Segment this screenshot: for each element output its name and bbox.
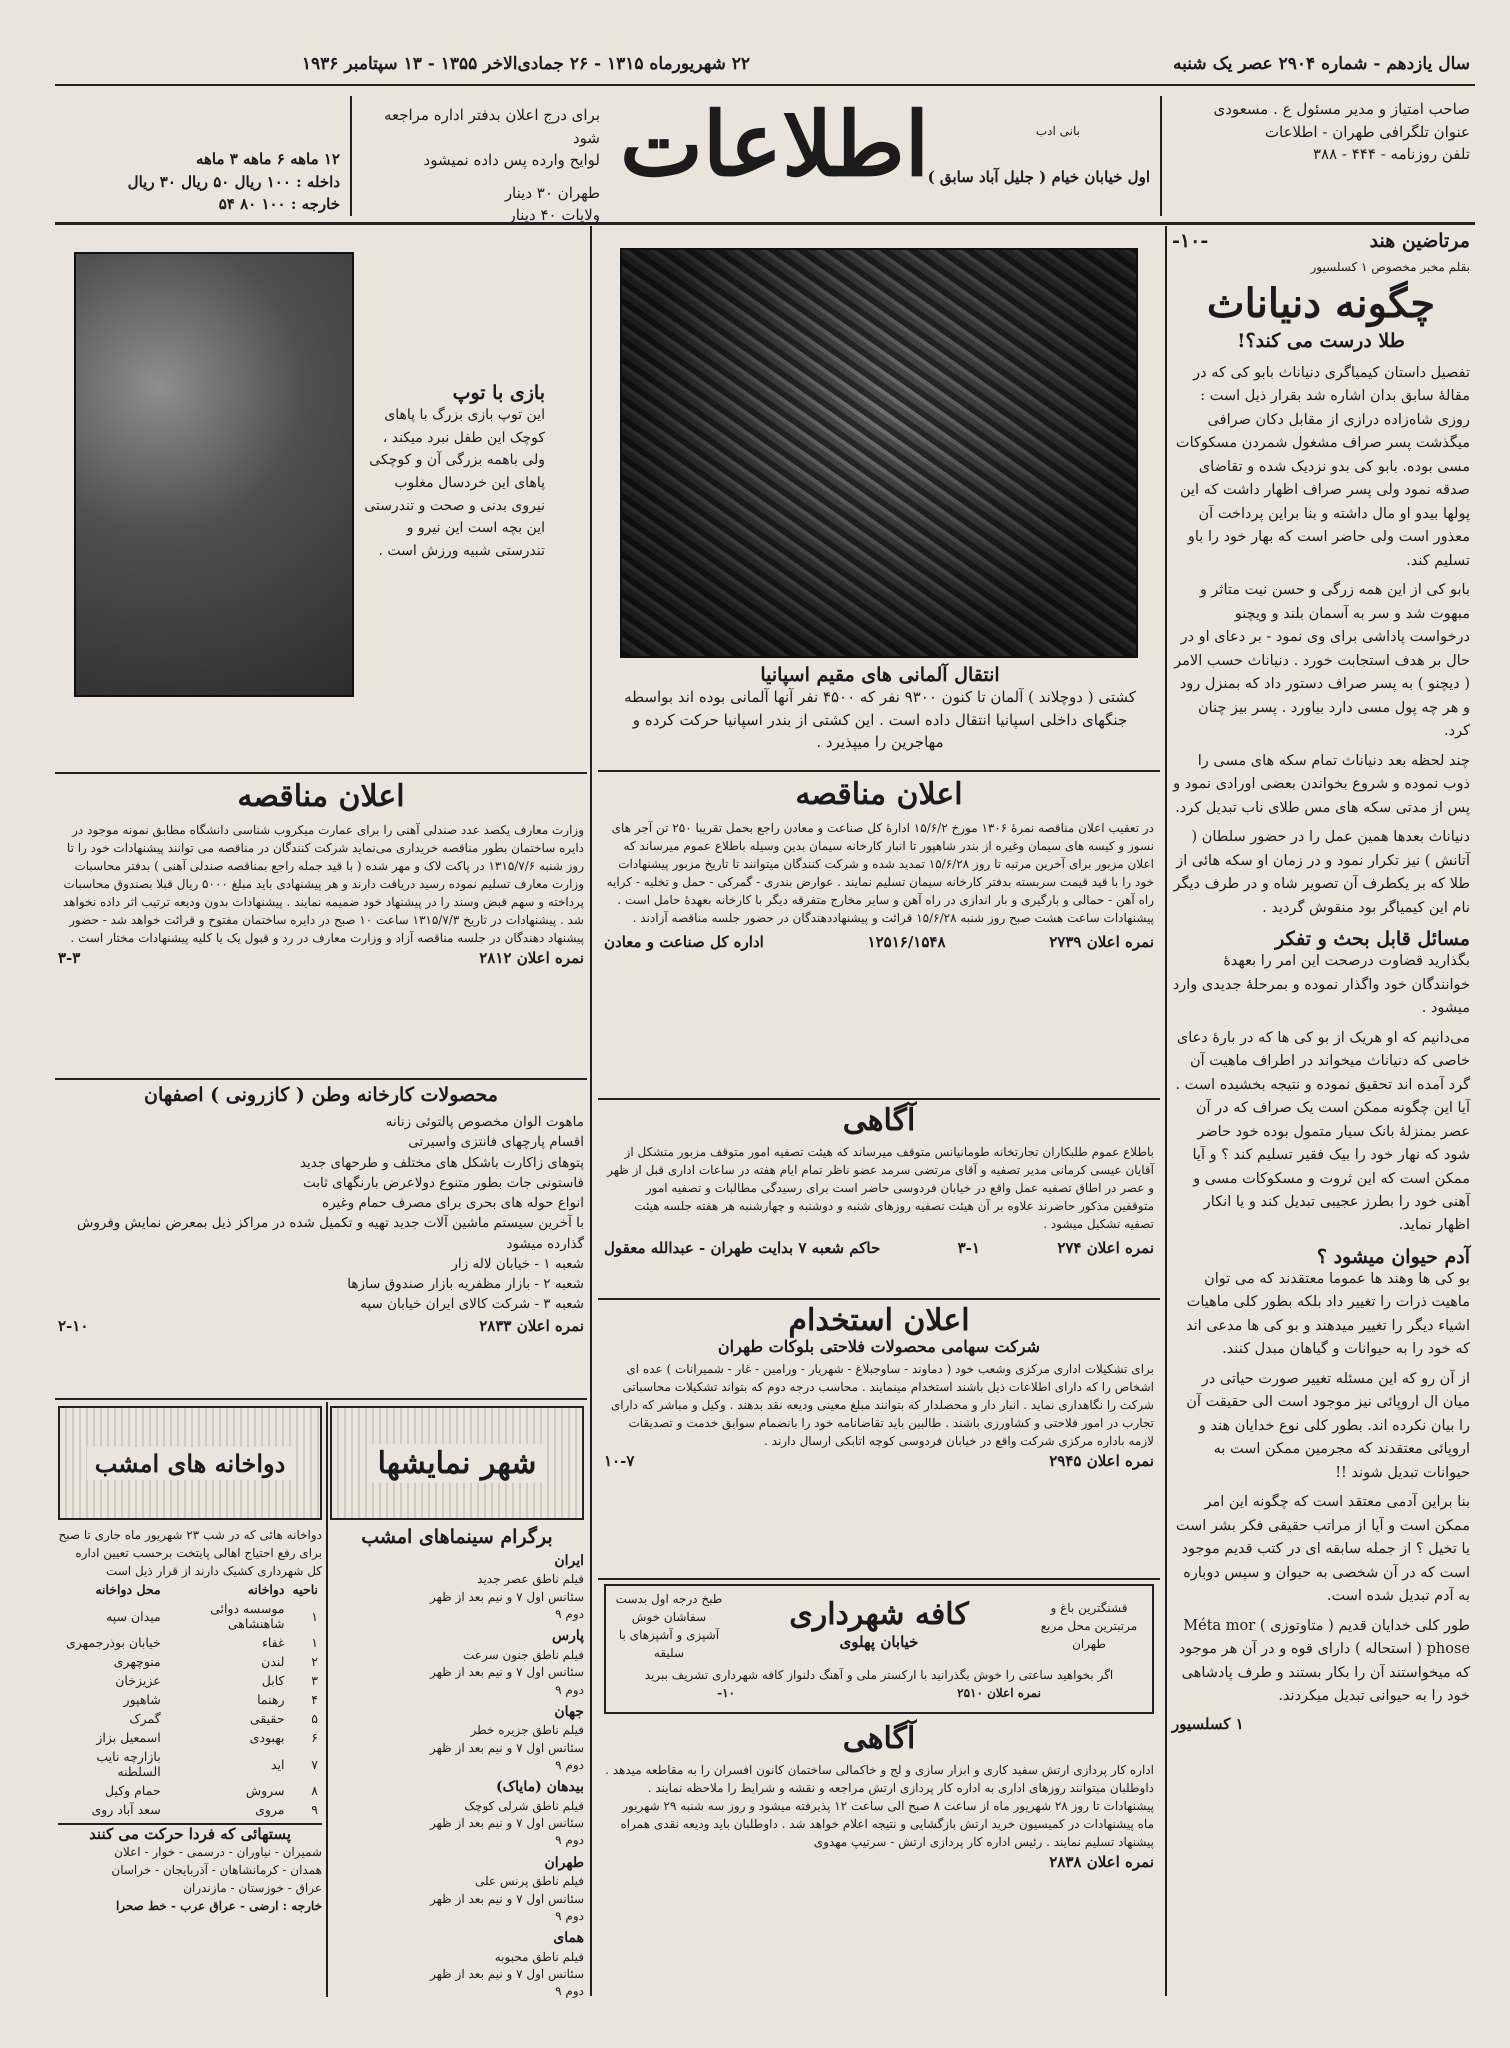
left-rule-1 — [55, 772, 587, 774]
cinema-s1: سئانس اول ۷ و نیم بعد از ظهر — [430, 1665, 584, 1680]
cinema-program-title: برگرام سینماهای امشب — [361, 1526, 553, 1548]
products-ad — [58, 1084, 584, 1384]
product-item: پتوهای زاکارت باشکل های مختلف و طرحهای جدید — [299, 1154, 584, 1171]
pharmacy-cell-n: ۷ — [311, 1756, 318, 1772]
tender-left-text: وزارت معارف یکصد عدد صندلی آهنی را برای عمارت میکروب شناسی دانشگاه مطابق نمونه موجود در دایره ساختمان بطور مناقصه خریداری می‌نماید شرکت کنندگان در مناقصه می توانند پیشنهادات خود را تا روز شنبه ۱۳۱۵/۷/۶ در پاکت لاک و مهر شده ( با قید جمله راجع بمناقصه صندلی آهنی ) بدفتر محاسبات وزارت معارف تسلیم نموده رسید دریافت دارند و هر پیشنهادی باید مبلغ ۵۰۰۰ ریال قبلا بصندوق محاسبات پرداخته و سهم قبض وسند را در پیشنهاد خود ضمیمه نمایند . پیشنهادات بدون ودیعه ترتیب اثر داده نخواهد شد . پیشنهادات در تاریخ ۱۳۱۵/۷/۳ ساعت ۱۰ صبح در دایره ساختمان مفتوح و قرائت خواهد شد - حضور پیشنهاد دهندگان در جلسه مناقصه آزاد و وزارت معارف در رد و قبول یک یا کلیه پیشنهادات مختار است . — [62, 823, 584, 945]
table-row — [58, 1690, 322, 1709]
cinema-list — [330, 1551, 584, 2001]
pharmacy-cell-n: ۳ — [311, 1673, 318, 1688]
article-paragraph: تفصیل داستان کیمیاگری دنیاناث بابو کی که در مقالهٔ سابق بدان اشاره شد بقرار ذیل است : روزی شاه‌زاده درازی از مقابل دکان صرافی میگذشت پسر صراف مشغول شمردن مسکوکات مسی بوده. بابو کی بدو نزدیک شده و تقاضای صدقه نمود ولی پسر صراف اظهار داشت که این پولها بیدو او مال داشته و بنا براین پرداخت آن معذور است ولی حاضر است که بهار خود را باو تسلیم کند. — [1175, 365, 1470, 569]
cinema-s2: دوم ۹ — [555, 1984, 584, 1999]
article-signature: ۱ کسلسیور — [1172, 1714, 1244, 1733]
child-caption — [360, 382, 545, 563]
pharmacy-cell-n: ۶ — [311, 1730, 318, 1745]
cafe-left-note: طبخ درجه اول بدست سفاشان خوش آشپزی و آشپزهای با سلیقه — [615, 1592, 723, 1660]
pharmacy-cell-name: کابل — [261, 1673, 285, 1688]
post-title: پستهائی که فردا حرکت می کنند — [89, 1825, 291, 1843]
cinema-banner — [330, 1406, 584, 1520]
table-row — [58, 1728, 322, 1747]
cinema-s1: سئانس اول ۷ و نیم بعد از ظهر — [430, 1967, 584, 1982]
article-subheading: آدم حیوان میشود ؟ — [1316, 1245, 1470, 1268]
telegraph-line: عنوان تلگرافی طهران - اطلاعات — [1264, 122, 1470, 141]
masthead-title: اطلاعات — [620, 92, 930, 196]
cinema-banner-text: شهر نمایشها — [370, 1444, 545, 1483]
product-item: فاستونی جات بطور متنوع دولاعرض بارنگهای ثابت — [302, 1174, 584, 1191]
tender-ref: نمره اعلان ۲۷۳۹ — [1049, 933, 1154, 951]
price-provinces: ولایات ۴۰ دینار — [508, 206, 600, 224]
notice2-title: آگاهی — [842, 1721, 916, 1756]
notice-signature: حاکم شعبه ۷ بدایت طهران - عبدالله معقول — [604, 1239, 881, 1257]
pharmacy-cell-place: عزیزخان — [115, 1673, 161, 1688]
pharmacy-cell-name: اید — [270, 1756, 285, 1772]
cinema-name: ایران — [554, 1553, 584, 1569]
table-row — [58, 1747, 322, 1781]
child-caption-text: این توپ بازی بزرگ با پاهای کوچک این طفل نبرد میکند ، ولی باهمه بزرگی آن و کوچکی پاهای این خردسال مغلوب نیروی بدنی و صحت و تندرستی این بچه است این نیرو و تندرستی شبیه ورزش است . — [364, 407, 545, 560]
bottom-left-divider — [326, 1402, 328, 1997]
post-line: همدان - کرمانشاهان - آذربایجان - خراسان — [111, 1863, 322, 1877]
cinema-section — [330, 1406, 584, 2001]
cinema-s2: دوم ۹ — [555, 1607, 584, 1622]
pharmacy-cell-n: ۸ — [311, 1783, 318, 1798]
column-divider-left — [590, 226, 592, 1996]
pharmacy-cell-name: سروش — [245, 1783, 285, 1798]
pharmacy-cell-place: حمام وکیل — [104, 1783, 161, 1798]
cinema-s2: دوم ۹ — [555, 1758, 584, 1773]
masthead-divider-left — [350, 96, 352, 216]
child-caption-title: بازی با توپ — [452, 382, 545, 404]
notice-title: آگاهی — [842, 1103, 916, 1138]
table-row — [58, 1671, 322, 1690]
pharmacy-cell-place: اسمعیل بزاز — [96, 1730, 161, 1745]
product-item: شعبه ۱ - خیابان لاله زار — [451, 1255, 584, 1272]
notice-ref: نمره اعلان ۲۷۴ — [1057, 1239, 1154, 1257]
pharmacy-section — [58, 1406, 322, 1915]
cinema-name: همای — [553, 1930, 584, 1947]
article-subtitle: طلا درست می کند؟! — [1237, 330, 1405, 352]
products-count: ۲-۱۰ — [58, 1316, 89, 1335]
article-subheading: مسائل قابل بحث و تفکر — [1275, 928, 1470, 951]
pharmacy-cell-name: بهبودی — [249, 1730, 285, 1745]
article-paragraph: می‌دانیم که او هریک از بو کی ها که در بارهٔ دعای خاصی که دنیاناث میخواند در اطراف ماهیت آن گرد آمده اند تحقیق نموده و نتیجه بخشیده است . آیا این چگونه ممکن است یک صراف که در آن عصر بمنزلهٔ بانک سیار متمول بوده خود حاضر شود که نهار خود را بیک فقیر تسلیم کند ؟ و آیا ممکن است که این ثروت و مسکوکات مسی و آهنی خود را بطرز عجیبی تبدیل کند و یا انکار اظهار نماید. — [1175, 1029, 1470, 1234]
pharmacy-cell-n: ۵ — [311, 1711, 318, 1726]
cinema-film: فیلم ناطق جنون سرعت — [463, 1647, 584, 1662]
pharmacy-cell-name: غفاء — [261, 1635, 285, 1650]
post-line: خارجه : ارضی - عراق عرب - خط صحرا — [115, 1899, 322, 1913]
products-ref: نمره اعلان ۲۸۳۳ — [479, 1316, 584, 1335]
employment-ref: نمره اعلان ۲۹۴۵ — [1049, 1452, 1154, 1470]
cinema-film: فیلم ناطق عصر جدید — [477, 1572, 584, 1587]
pharmacy-cell-n: ۴ — [311, 1692, 318, 1707]
cafe-subtitle: خیابان پهلوی — [839, 1633, 919, 1652]
article-paragraph: بابو کی از این همه زرگی و حسن نیت متاثر و مبهوت شد و سر به آسمان بلند و ویچنو درخواست پاداشی برای وی نمود - بر دعای او در حال بر هدف استجابت خورد . دنیاناث حسب الامر ( دیچنو ) به پسر صراف دستور داد که بمنزل رود و هر چه پول مسی دارد بیاورد . پسر بیز چنان کرد. — [1174, 582, 1470, 740]
tender-left-ref: نمره اعلان ۲۸۱۲ — [479, 949, 584, 967]
center-rule-2 — [598, 1098, 1160, 1100]
pharmacy-cell-name: لندن — [261, 1654, 285, 1669]
address-line: اول خیابان خیام ( جلیل آباد سابق ) — [927, 168, 1150, 186]
notice-text: باطلاع عموم طلبکاران تجارتخانه طومانیانس متوقف میرساند که هیئت تصفیه امور متوقف مزبور متشکل از آقایان عیسی کرمانی مدیر تصفیه و آقای مرتضی سرمد عضو ناظر تمام ایام هفته در ساعات اداری قبل از ظهر و عصر در اطاق تصفیه عمل واقع در خیابان فردوسی حاضر است برای رسیدگی مطالبات و تصفیه امور متوقفین مذکور حاضرند علاوه بر آن هیئت تصفیه روزهای شنبه و دوشنبه و چهارشنبه هر هفته جلسه هیئت تصفیه تشکیل میشود . — [607, 1145, 1154, 1231]
center-rule-3 — [598, 1298, 1160, 1300]
cinema-s1: سئانس اول ۷ و نیم بعد از ظهر — [430, 1816, 584, 1831]
tender-left-count: ۳-۳ — [58, 949, 81, 967]
cinema-s1: سئانس اول ۷ و نیم بعد از ظهر — [430, 1891, 584, 1906]
table-row — [58, 1652, 322, 1671]
notice-ad — [604, 1104, 1154, 1304]
table-row — [58, 1709, 322, 1728]
ship-photo — [620, 248, 1138, 658]
pharmacy-cell-place: میدان سپه — [106, 1608, 161, 1624]
cinema-name: جهان — [554, 1703, 584, 1720]
caption-title: انتقال آلمانی های مقیم اسپانیا — [760, 664, 1000, 686]
pharmacy-cell-n: ۲ — [311, 1654, 318, 1669]
page-number: -۱۰- — [1172, 230, 1209, 252]
employment-count: ۱۰-۷ — [604, 1452, 635, 1470]
pharmacy-cell-place: خیابان بوذرجمهری — [66, 1635, 161, 1650]
left-rule-2 — [55, 1078, 587, 1080]
employment-title: اعلان استخدام — [788, 1303, 970, 1338]
tender-title: اعلان مناقصه — [795, 777, 963, 812]
date-line: ۲۲ شهریورماه ۱۳۱۵ - ۲۶ جمادی‌الاخر ۱۳۵۵ - ۱۳ سپتامبر ۱۹۳۶ — [301, 54, 750, 74]
cinema-entry — [330, 1626, 584, 1698]
pharmacy-cell-name: رهنما — [257, 1692, 285, 1707]
article-paragraph: طور کلی خدایان قدیم ( متاوتوزی ) Méta mor phose ( استحاله ) دارای قوه و در آن هر موجود که میخواستند آن را بکار بستند و طرف پادشاهی خود را به حیوانی تبدیل میکردند. — [1178, 1617, 1470, 1705]
pharmacy-cell-place: بازارچه نایب السلطنه — [96, 1749, 161, 1779]
phone-line: تلفن روزنامه - ۴۴۴ - ۳۸۸ — [1312, 145, 1470, 163]
cinema-entry — [330, 1928, 584, 2000]
subs-domestic: داخله : ۱۰۰ ریال ۵۰ ریال ۳۰ ریال — [127, 172, 340, 191]
cafe-ref: نمره اعلان ۲۵۱۰ — [957, 1686, 1041, 1700]
cinema-name: بیدهان (مایاک) — [496, 1779, 584, 1796]
pharmacy-intro: دواخانه هائی که در شب ۲۳ شهریور ماه جاری تا صبح برای رفع احتیاج اهالی پایتخت برحسب تعیین اداره کل شهرداری کشیک دارند از قرار ذیل است — [58, 1528, 322, 1578]
cinema-entry — [330, 1551, 584, 1623]
pharmacy-cell-name: حقیقی — [249, 1711, 285, 1726]
cinema-entry — [330, 1777, 584, 1849]
pharmacy-col-name: دواخانه — [247, 1582, 285, 1597]
tender-signature: اداره کل صناعت و معادن — [604, 933, 764, 951]
cinema-film: فیلم ناطق پرنس علی — [474, 1874, 584, 1889]
pharmacy-cell-place: گمرک — [129, 1711, 161, 1726]
employment-ad — [604, 1304, 1154, 1584]
table-row — [58, 1781, 322, 1800]
cinema-s2: دوم ۹ — [555, 1908, 584, 1923]
left-rule-3 — [55, 1398, 587, 1400]
masthead-bottom-rule — [55, 222, 1475, 225]
cinema-film: فیلم ناطق شرلی کوچک — [464, 1798, 584, 1813]
tender-text: در تعقیب اعلان مناقصه نمرهٔ ۱۳۰۶ مورخ ۱۵/۶/۲ ادارهٔ کل صناعت و معادن راجع بحمل تقریبا ۲۵۰ تن آجر های نسوز و کیسه های سیمان وغیره از بندر شاهپور تا انبار کارخانه سیمان بدین وسیله باطلاع عموم میرساند که اعلان مزبور برای آخرین مرتبه تا روز ۱۵/۶/۲۸ تمدید شده و شرکت کنندگان میتوانند تا تاریخ مزبور پیشنهادات خود را با قید قیمت سربسته بدفتر کارخانه سیمان تسلیم نمایند . عوارض بندری - گمرکی - حمل و تخلیه - کرایه راه آهن - حمالی و بارگیری و بار اندازی در راه آهن و سایر مخارج متفرقه دیگر با کارخانه بعهدهٔ حامل است . پیشنهادات ساعت هشت صبح روز شنبه ۱۵/۶/۲۸ قرائت و پیشنهاددهندگان در حضور جلسه مناقصه آزادند . — [606, 821, 1154, 925]
caption-text: کشتی ( دوچلاند ) آلمان تا کنون ۹۳۰۰ نفر که ۴۵۰۰ نفر آنها آلمانی بوده اند بواسطه جنگهای داخلی اسپانیا انتقال داده است . این کشتی از بندر اسپانیا حرکت کرده و مهاجرین را میپذیرد . — [624, 688, 1136, 751]
employment-subtitle: شرکت سهامی محصولات فلاحتی بلوکات طهران — [717, 1337, 1041, 1356]
table-row — [58, 1800, 322, 1819]
notice2-ref: نمره اعلان ۲۸۳۸ — [1049, 1853, 1154, 1871]
section-label: مرتاضین هند — [1369, 230, 1470, 252]
product-item: شعبه ۲ - بازار مظفریه بازار صندوق سازها — [347, 1276, 584, 1292]
article-paragraph: بو کی ها وهند ها عموما معتقدند که می توان ماهیت ذرات را تغییر داد بلکه بطور کلی ماهیات اشیاء دیگر را تغییر میدهند و بو کی ها مدعی اند که خود را به حیوانات و گیاهان مبدل کنند. — [1186, 1270, 1470, 1358]
cafe-count: ۱۰- — [717, 1686, 735, 1700]
article-paragraph: بگذارید قضاوت درصحت این امر را بعهدهٔ خوانندگان خود واگذار نموده و بمرحلهٔ جدیدی وارد میشود . — [1172, 953, 1470, 1017]
cinema-name: پارس — [551, 1628, 584, 1645]
products-title: محصولات کارخانه وطن ( کازرونی ) اصفهان — [144, 1084, 498, 1106]
article-paragraph: بنا براین آدمی معتقد است که چگونه این امر ممکن است و آیا از مراتب حقیقی فکر بشر است یا تخیل ؟ از جمله سابقه ای در کتب قدیم موجود است که در آن شخصی به حیوان و سپس دوباره به آدم تبدیل شده است. — [1175, 1494, 1470, 1605]
cafe-text: اگر بخواهید ساعتی را خوش بگذرانید با ارکستر ملی و آهنگ دلنواز کافه شهرداری تشریف ببرید — [644, 1668, 1114, 1682]
subs-header: ۱۲ ماهه ۶ ماهه ۳ ماهه — [195, 150, 340, 168]
pharmacy-cell-place: شاهپور — [123, 1692, 161, 1707]
masthead-note: بانی ادب — [1035, 124, 1080, 138]
notice-count: ۳-۱ — [957, 1239, 980, 1257]
ads-notes — [360, 104, 600, 227]
cinema-name: طهران — [544, 1854, 584, 1871]
article-right — [1172, 230, 1470, 1735]
cinema-entry — [330, 1853, 584, 1925]
owner-info — [1180, 98, 1470, 166]
subs-foreign: خارجه : ۱۰۰ ۸۰ ۵۴ — [218, 195, 340, 213]
pharmacy-cell-place: منوچهری — [113, 1654, 161, 1669]
cinema-film: فیلم ناطق محبوبه — [494, 1949, 584, 1964]
pharmacy-banner — [58, 1406, 322, 1520]
child-photo — [74, 252, 354, 697]
cinema-s2: دوم ۹ — [555, 1682, 584, 1697]
pharmacy-cell-place: سعد آباد روی — [91, 1802, 161, 1817]
cinema-s2: دوم ۹ — [555, 1833, 584, 1848]
article-paragraph: دنیاناث بعدها همین عمل را در حضور سلطان ( آتانش ) نیز تکرار نمود و در زمان او سکه هائی از طلا که بر یکطرف آن تصویر شاه و در طرف دیگر نام این کیمیاگر بود منقوش گردید . — [1173, 829, 1470, 916]
product-item: انواع حوله های بحری برای مصرف حمام وغیره — [322, 1195, 584, 1211]
price-tehran: طهران ۳۰ دینار — [504, 183, 600, 202]
product-item: با آخرین سیستم ماشین آلات جدید تهیه و تکمیل شده در مراکز ذیل بمعرض نمایش وفروش گذارده میشود — [76, 1215, 584, 1252]
pharmacy-cell-name: مروی — [255, 1802, 285, 1817]
tender-ad-left — [58, 780, 584, 1080]
product-item: شعبه ۳ - شرکت کالای ایران خیابان سپه — [360, 1296, 584, 1313]
cafe-title: کافه شهرداری — [789, 1597, 969, 1633]
pharmacy-table — [58, 1580, 322, 1819]
article-paragraph: از آن رو که این مسئله تغییر صورت حیاتی در میان ال اروپائی نیز موجود است الی حقیقت آن را بیان نکرده اند. بطور کلی نوع خدایان هند و اروپائی معتقدند که مجرمین ممکن است به حیوانات تبدیل شوند !! — [1186, 1370, 1470, 1481]
pharmacy-col-area: ناحیه — [292, 1582, 318, 1597]
notice2-ad — [604, 1722, 1154, 1992]
product-item: ماهوت الوان مخصوص پالتوئی زنانه — [385, 1114, 584, 1130]
product-item: اقسام پارچهای فانتزی واسیرتی — [408, 1134, 584, 1151]
pharmacy-cell-name: موسسه دوائی شاهنشاهی — [210, 1601, 285, 1631]
article-paragraph: چند لحظه بعد دنیاناث تمام سکه های مسی را ذوب نموده و شروع بخواندن بعضی اورادی نمود و پس از مدتی سکه های مس طلای ناب تبدیل کرد. — [1173, 752, 1470, 816]
cafe-right-note: قشنگترین باغ و مرتبترین محل مربع طهران — [1040, 1601, 1138, 1651]
post-line: شمیران - نیاوران - درسمی - خوار - اعلان — [114, 1845, 322, 1859]
table-row — [58, 1633, 322, 1652]
issue-line: سال یازدهم - شماره ۲۹۰۴ عصر یک شنبه — [1173, 54, 1470, 74]
pharmacy-banner-text: دواخانه های امشب — [87, 1447, 294, 1480]
ship-photo-caption — [610, 664, 1150, 754]
article-title: چگونه دنیاناث — [1206, 280, 1436, 327]
table-row — [58, 1599, 322, 1633]
post-line: عراق - خوزستان - مازندران — [183, 1881, 322, 1895]
cinema-film: فیلم ناطق جزیره خطر — [470, 1723, 584, 1738]
cinema-s1: سئانس اول ۷ و نیم بعد از ظهر — [430, 1589, 584, 1604]
cafe-ad — [604, 1584, 1154, 1714]
masthead-block — [620, 92, 930, 196]
masthead-divider-right — [1160, 96, 1162, 216]
pharmacy-cell-n: ۱ — [311, 1608, 318, 1624]
owner-line: صاحب امتیاز و مدیر مسئول ع . مسعودی — [1213, 100, 1470, 118]
top-rule — [55, 84, 1475, 86]
subscription-box — [60, 148, 340, 216]
ads-note-1: برای درج اعلان بدفتر اداره مراجعه شود — [383, 106, 600, 147]
tender-number: ۱۲۵۱۶/۱۵۴۸ — [867, 933, 946, 951]
tender-left-title: اعلان مناقصه — [237, 779, 405, 814]
center-rule-1 — [598, 770, 1160, 772]
ads-note-2: لوایح وارده پس داده نمیشود — [423, 151, 600, 169]
center-rule-4 — [598, 1578, 1160, 1580]
employment-text: برای تشکیلات اداری مرکزی وشعب خود ( دماوند - ساوجبلاغ - شهریار - ورامین - غار - شمیرانات ) عده ای اشخاص را که دارای اطلاعات ذیل باشند استخدام مینمایند . محاسب درجه دوم که بتواند تشکیلات محاسباتی شرکت را نگاهداری نماید . انبار دار و محصلدار که بتوانند مبلغ معینی ودیعه نقد بدهند . وکیل و مباشر که دارای تجارب در امور فلاحتی و کشاورزی باشند . طالبین باید تقاضانامه خود را بانضمام سوابق خدمت و تصدیقات لازمه باداره مرکزی شرکت واقع در خیابان فردوسی کوچه اتابکی ارسال دارند . — [610, 1362, 1154, 1448]
cinema-s1: سئانس اول ۷ و نیم بعد از ظهر — [430, 1740, 584, 1755]
byline: بقلم مخبر مخصوص ۱ کسلسیور — [1310, 260, 1470, 274]
pharmacy-col-place: محل دواخانه — [95, 1582, 161, 1597]
pharmacy-cell-n: ۱ — [311, 1635, 318, 1650]
column-divider-right — [1165, 226, 1167, 1996]
notice2-text: اداره کار پردازی ارتش سفید کاری و ابزار سازی و لج و خاکمالی ساختمان کانون افسران را به مقاطعه میدهد . داوطلبان میتوانند روزهای اداری به اداره کار پردازی ارتش مراجعه و نقشه و شرایط را ملاحظه نمایند . پیشنهادات تا روز ۲۸ شهریور ماه از ساعت ۸ صبح الی ساعت ۱۲ پذیرفته میشود و روز سه شنبه ۲۹ شهریور ماه پیشنهادات در کمیسیون خرید ارتش بازگشایی و نتیجه اعلام خواهد شد . داوطلبان باید ودیعه نقدی همراه پیشنهاد تسلیم نمایند . رئیس اداره کار پردازی ارتش - سرتیپ مهدوی — [605, 1763, 1154, 1849]
cinema-entry — [330, 1702, 584, 1774]
products-list — [58, 1112, 584, 1315]
tender-ad-center — [604, 778, 1154, 1098]
pharmacy-cell-n: ۹ — [311, 1802, 318, 1817]
